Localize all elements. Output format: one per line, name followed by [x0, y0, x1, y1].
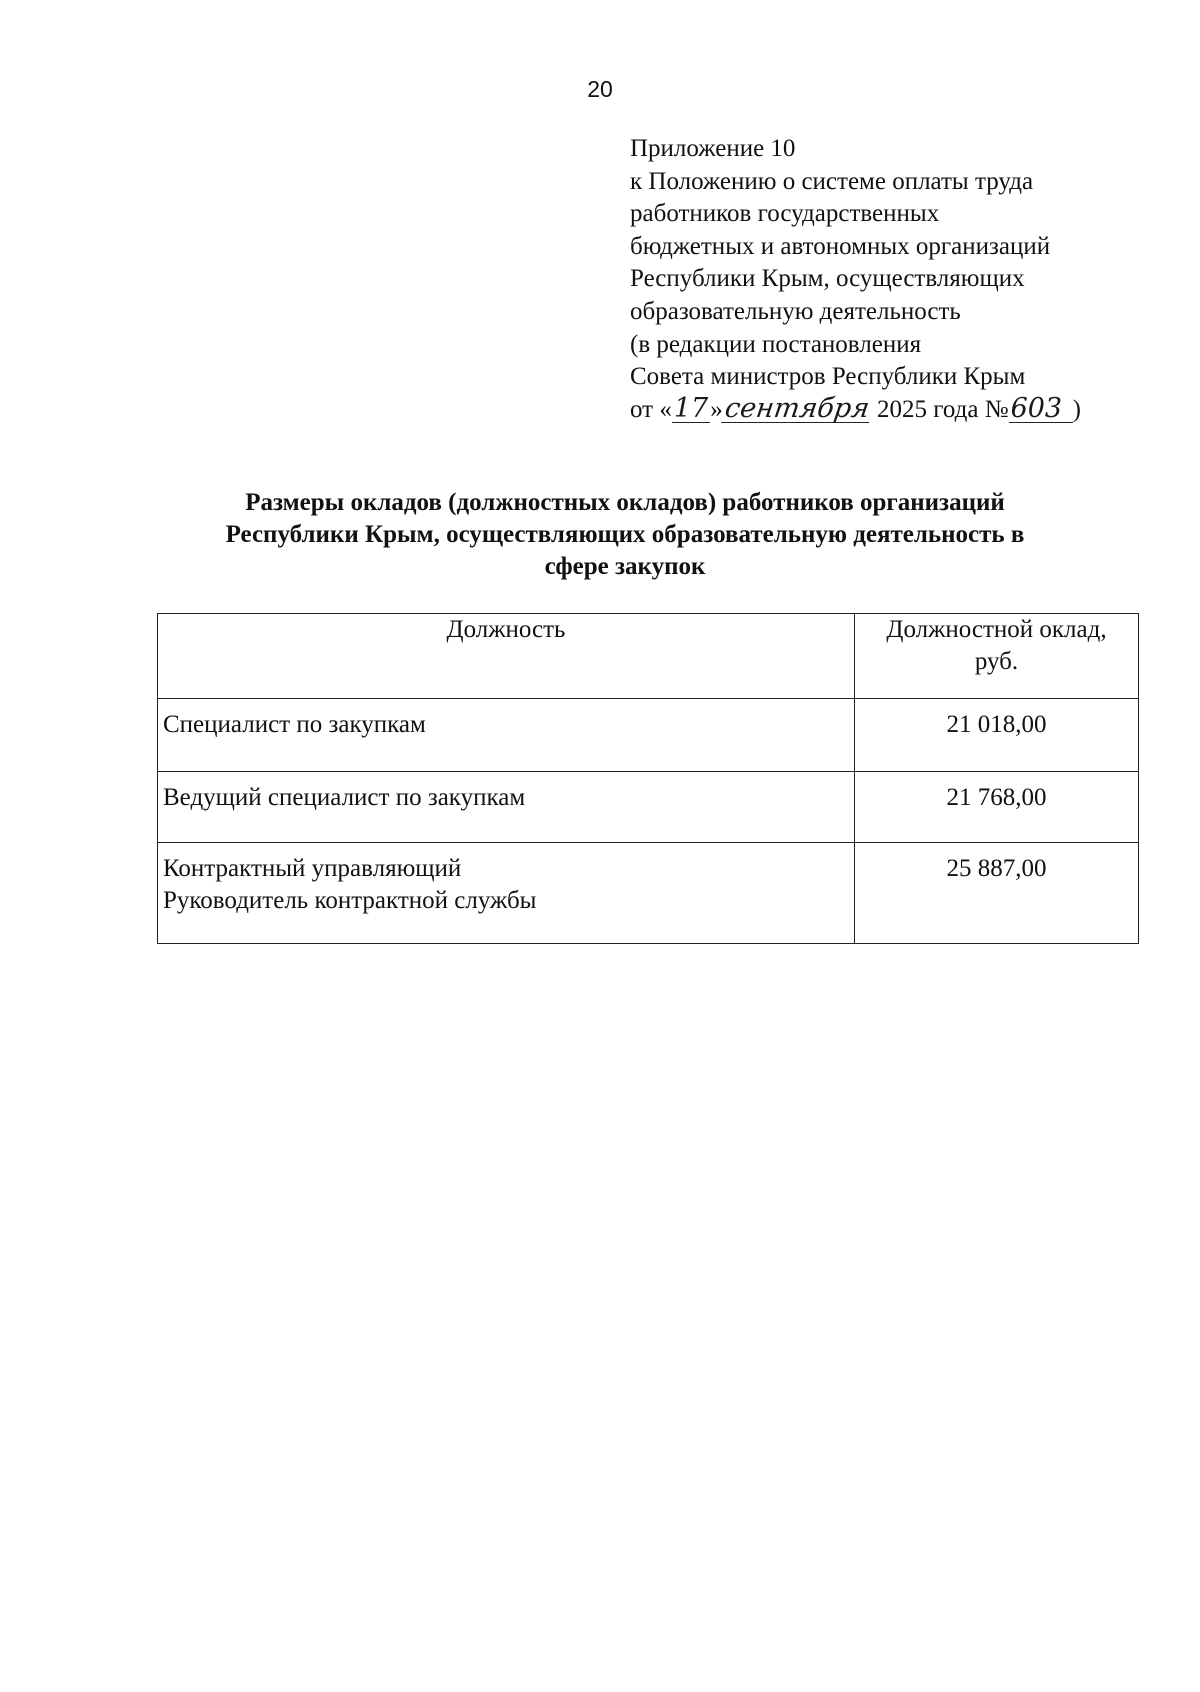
table-row: [158, 843, 1139, 944]
header-salary: [855, 614, 1139, 699]
appendix-line: Приложение 10: [630, 135, 796, 162]
title-line: Республики Крым, осуществляющих образовательную деятельность в: [225, 521, 1025, 548]
appendix-line: (в редакции постановления: [630, 330, 922, 358]
handwritten-month: сентября: [722, 392, 872, 424]
resolution-date-line: [630, 394, 1150, 427]
position-line: Контрактный управляющий: [163, 855, 462, 882]
date-year-text: 2025 года №: [876, 395, 1009, 423]
table-header-row: [158, 614, 1139, 699]
date-prefix: от «: [630, 395, 672, 423]
position-cell: Специалист по закупкам: [158, 699, 855, 772]
appendix-line: бюджетных и автономных организаций: [630, 232, 1051, 260]
header-salary-line: Должностной оклад,: [886, 616, 1107, 643]
appendix-line: образовательную деятельность: [630, 297, 961, 325]
salary-table: [157, 613, 1139, 944]
title-line: Размеры окладов (должностных окладов) работников организаций: [245, 489, 1005, 516]
appendix-line: Республики Крым, осуществляющих: [630, 265, 1025, 293]
salary-cell: 25 887,00: [855, 843, 1139, 944]
title-line: сфере закупок: [544, 553, 706, 580]
date-suffix: ): [1072, 395, 1081, 423]
position-cell: [158, 843, 855, 944]
table-row: [158, 772, 1139, 843]
position-line: Руководитель контрактной службы: [163, 887, 537, 914]
document-title: [150, 487, 1100, 583]
position-cell: Ведущий специалист по закупкам: [158, 772, 855, 843]
page-number: 20: [587, 76, 613, 102]
salary-cell: 21 768,00: [855, 772, 1139, 843]
handwritten-day: 17: [673, 392, 709, 424]
table-row: [158, 699, 1139, 772]
header-position: Должность: [158, 614, 855, 699]
appendix-line: к Положению о системе оплаты труда: [630, 167, 1034, 195]
appendix-block: [630, 133, 1150, 426]
date-quote-close: »: [710, 395, 723, 423]
appendix-line: работников государственных: [630, 200, 940, 228]
salary-cell: 21 018,00: [855, 699, 1139, 772]
header-salary-unit: руб.: [974, 648, 1019, 675]
handwritten-resolution-number: 603: [1009, 396, 1073, 423]
appendix-line: Совета министров Республики Крым: [630, 363, 1026, 391]
